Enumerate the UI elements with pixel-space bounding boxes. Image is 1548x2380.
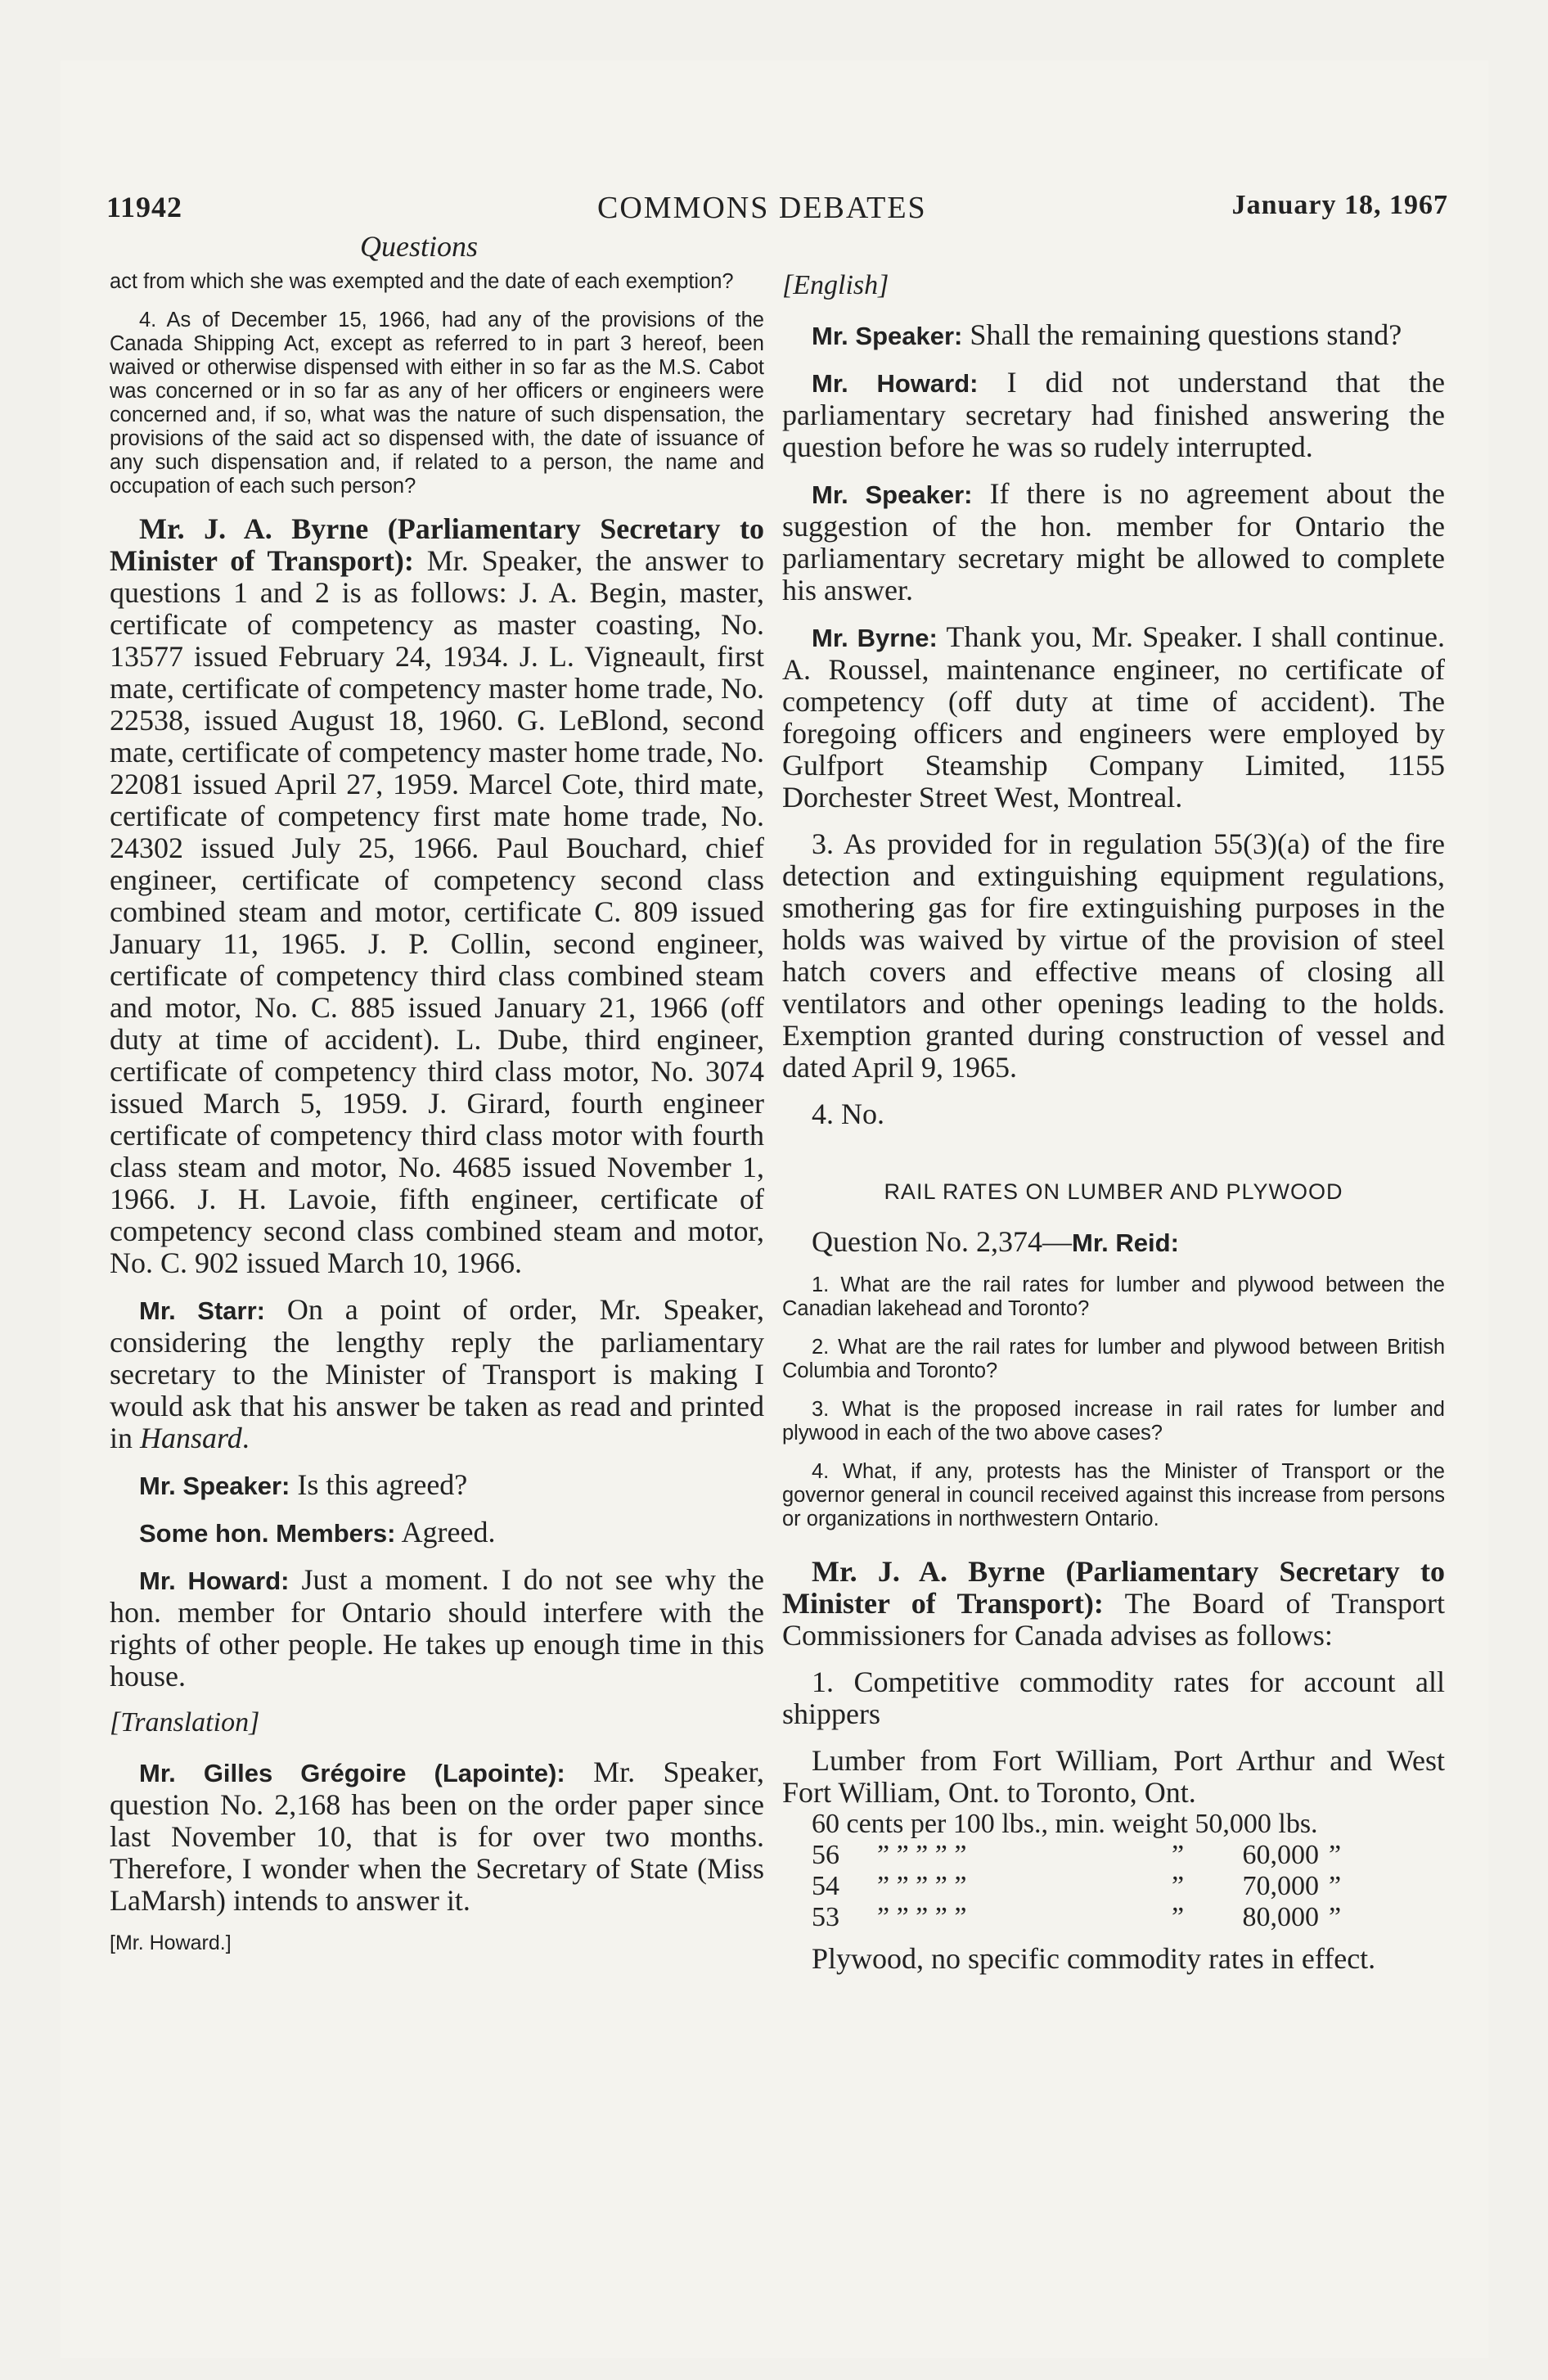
translation-marker: [Translation] [110,1707,260,1738]
speech-text: The Board of Transport Commissioners for Canada advises as follows: [782,1587,1446,1652]
speaker-name: Some hon. Members: [139,1519,396,1548]
speech-text: On a point of order, Mr. Speaker, considering the lengthy reply the parliamentary secretary to the Minister of Transport is making I would ask that his answer be taken as read and printed in [110,1293,764,1454]
speaker-name: Mr. Howard: [812,369,979,398]
left-column [110,270,764,1955]
howard-reply [782,367,1445,463]
rate-row [782,1871,1445,1902]
byrne-continuation [782,621,1445,814]
rail-question-3: 3. What is the proposed increase in rail rates for lumber and plywood in each of the two above cases? [782,1398,1445,1445]
speaker-name: Mr. Byrne: [812,624,938,652]
running-head: COMMONS DEBATES [597,191,927,225]
rate-ditto: ” ” ” ” ” [877,1840,967,1870]
rate-cents: 53 [812,1902,839,1932]
rate-cents: 56 [812,1840,839,1870]
plywood-note: Plywood, no specific commodity rates in effect. [812,1942,1376,1975]
byrne-rail-answer [782,1556,1445,1652]
speech-text: Mr. Speaker, the answer to questions 1 and 2 is as follows: J. A. Begin, master, certificate of competency as master coasting, No. 13577 issued February 24, 1934. J. L. Vigneault, first mate, certificate of competency master home trade, No. 22538, issued August 18, 1960. G. LeBlond, second mate, certificate of competency master home trade, No. 22081 issued April 27, 1959. Marcel Cote, third mate, certificate of competency first mate home trade, No. 24302 issued July 25, 1966. Paul Bouchard, chief engineer, certificate of competency second class combined steam and motor, certificate C. 809 issued January 11, 1965. J. P. Collin, second engineer, certificate of competency third class combined steam and motor, No. C. 885 issued January 21, 1966 (off duty at time of accident). L. Dube, third engineer, certificate of competency third class motor, No. 3074 issued March 5, 1959. J. Girard, fourth engineer certificate of competency third class motor with fourth class steam and motor, No. 4685 issued November 1, 1966. J. H. Lavoie, fifth engineer, certificate of competency second class combined steam and motor, No. C. 902 issued March 10, 1966. [110,544,764,1279]
rate-row [782,1902,1445,1933]
rate-cents: 54 [812,1871,839,1901]
speech-text: If there is no agreement about the suggestion of the hon. member for Ontario the parliamentary secretary might be allowed to complete his answer. [782,477,1445,606]
english-marker: [English] [782,270,889,300]
speech-text: Is this agreed? [290,1468,468,1501]
rate-item-1: 1. Competitive commodity rates for account all shippers [782,1666,1445,1730]
speech-text: I did not understand that the parliamentary secretary had finished answering the question before he was so rudely interrupted. [782,366,1445,463]
speaker-name: Mr. J. A. Byrne (Parliamentary Secretary to Minister of Transport): [110,512,764,577]
page-footer-tag: [Mr. Howard.] [110,1931,232,1954]
speech-text: Mr. Speaker, question No. 2,168 has been on the order paper since last November 10, that is for over two months. Therefore, I wonder when the Secretary of State (Miss LaMarsh) intends to answer it. [110,1756,765,1917]
speaker-name: Mr. Gilles Grégoire (Lapointe): [139,1759,565,1787]
speaker-name: Mr. Speaker: [812,480,973,509]
howard-objection [110,1564,764,1693]
question-continuation: act from which she was exempted and the date of each exemption? [110,270,734,293]
lumber-route: Lumber from Fort William, Port Arthur and West Fort William, Ont. to Toronto, Ont. [782,1744,1445,1809]
question-2374 [782,1226,1445,1259]
rate-ditto: ” ” ” ” ” [877,1871,967,1901]
rate-weight: 80,000 [1242,1902,1319,1932]
starr-point-of-order: Mr. Starr: On a point of order, Mr. Speaker, considering the lengthy reply the parliamentary secretary to the Minister of Transport is making I would ask that his answer be taken as read and printed in Hansard. [110,1293,764,1454]
speaker-name: Mr. Howard: [139,1566,290,1595]
speaker-remaining-questions [782,319,1445,352]
question-4: 4. As of December 15, 1966, had any of the provisions of the Canada Shipping Act, except as referred to in part 3 hereof, been waived or otherwise dispensed with either in so far as the M.S. Cabot was concerned or in so far as any of her officers or engineers were concerned and, if so, what was the nature of such dispensation, the provisions of the said act so dispensed with, the date of issuance of any such dispensation and, if related to a person, the name and occupation of each such person? [110,309,764,498]
answer-4: 4. No. [812,1098,884,1130]
rail-question-2: 2. What are the rail rates for lumber and plywood between British Columbia and Toronto? [782,1336,1445,1382]
rate-ditto-2: ” [1172,1902,1185,1932]
speaker-ruling [782,478,1445,606]
speaker-name: Mr. Speaker: [139,1472,290,1500]
rate-weight: 60,000 [1242,1840,1319,1870]
speech-text: Thank you, Mr. Speaker. I shall continue. A. Roussel, maintenance engineer, no certificate of competency (off duty at time of accident). The foregoing officers and engineers were employed by Gulfport Steamship Company Limited, 1155 Dorchester Street West, Montreal. [782,620,1445,814]
rail-question-1: 1. What are the rail rates for lumber and plywood between the Canadian lakehead and Toronto? [782,1273,1445,1320]
byrne-answer-1 [110,513,764,1279]
question-number: Question No. 2,374— [812,1225,1072,1258]
section-title: Questions [360,230,478,263]
rate-row [782,1840,1445,1871]
rate-end: ” [1329,1871,1342,1901]
speaker-agreed-question [110,1469,764,1502]
page-header [106,190,1448,239]
page-number: 11942 [106,191,183,223]
rate-end: ” [1329,1840,1342,1870]
rail-rates-heading: RAIL RATES ON LUMBER AND PLYWOOD [884,1179,1343,1204]
speech-text: Shall the remaining questions stand? [962,318,1402,351]
speaker-name: Mr. Starr: [139,1296,265,1325]
rate-row-main: 60 cents per 100 lbs., min. weight 50,000 lbs. [812,1809,1318,1839]
header-date: January 18, 1967 [1231,190,1448,220]
rate-ditto-2: ” [1172,1840,1185,1870]
speech-text: Agreed. [395,1516,496,1548]
speaker-name: Mr. J. A. Byrne (Parliamentary Secretary to Minister of Transport): [782,1555,1445,1620]
rate-end: ” [1329,1902,1342,1932]
rail-question-4: 4. What, if any, protests has the Minister of Transport or the governor general in council received against this increase from persons or organizations in northwestern Ontario. [782,1460,1445,1530]
answer-3: 3. As provided for in regulation 55(3)(a) of the fire detection and extinguishing equipment regulations, smothering gas for fire extinguishing purposes in the holds was waived by virtue of the provision of steel hatch covers and effective means of closing all ventilators and other openings leading to the holds. Exemption granted during construction of vessel and dated April 9, 1965. [782,827,1445,1084]
rate-ditto-2: ” [1172,1871,1185,1901]
rate-table [782,1809,1445,1933]
hansard-title: Hansard [140,1422,242,1454]
rate-weight: 70,000 [1242,1871,1319,1901]
question-member: Mr. Reid: [1072,1228,1179,1257]
speech-text: Just a moment. I do not see why the hon. member for Ontario should interfere with the rights of other people. He takes up enough time in this house. [110,1563,765,1693]
speaker-name: Mr. Speaker: [812,322,963,350]
right-column [782,270,1445,1990]
rate-ditto: ” ” ” ” ” [877,1902,967,1932]
gregoire-speech [110,1756,764,1917]
members-agreed [110,1517,764,1549]
